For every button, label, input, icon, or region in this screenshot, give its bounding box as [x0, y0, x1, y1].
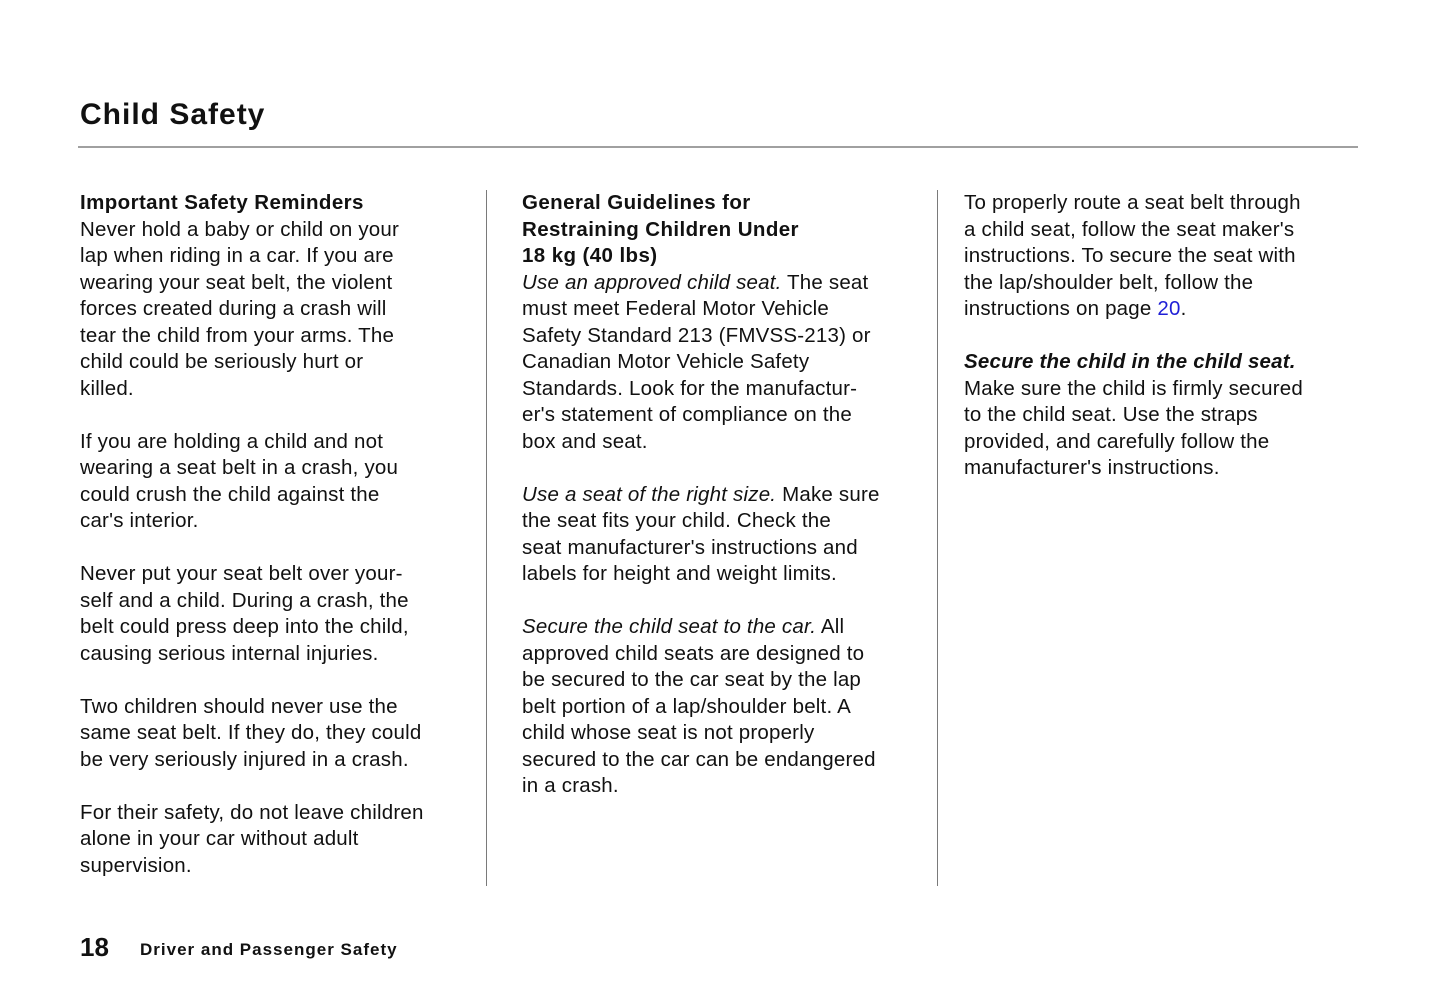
text-line: the seat fits your child. Check the — [522, 509, 831, 532]
text-line: wearing your seat belt, the violent — [80, 270, 393, 294]
text-line: be very seriously injured in a crash. — [80, 747, 409, 771]
text-line: instructions. To secure the seat with — [964, 244, 1296, 267]
text-line: be secured to the car seat by the lap — [522, 668, 862, 691]
text-line — [964, 296, 1369, 323]
paragraph — [80, 561, 480, 667]
text-line: could crush the child against the — [80, 482, 380, 506]
paragraph — [80, 694, 480, 774]
text-line: tear the child from your arms. The — [80, 323, 395, 347]
text-fragment: All — [816, 615, 845, 638]
paragraph — [964, 349, 1369, 482]
section-heading: Important Safety Reminders — [80, 191, 364, 214]
paragraph-lead: Use an approved child seat. — [522, 270, 782, 294]
text-line: secured to the car can be endangered — [522, 747, 876, 771]
paragraph — [80, 217, 480, 403]
title-rule — [78, 146, 1358, 148]
text-fragment: . — [1180, 297, 1187, 320]
paragraph — [80, 800, 480, 880]
column-important-safety-reminders — [80, 190, 480, 906]
column-divider-2 — [937, 190, 938, 886]
text-line: belt could press deep into the child, — [80, 615, 409, 638]
text-line: box and seat. — [522, 429, 648, 453]
text-line: If you are holding a child and not — [80, 429, 384, 453]
text-line: wearing a seat belt in a crash, you — [80, 456, 399, 479]
heading-line: General Guidelines for — [522, 191, 751, 214]
text-line: same seat belt. If they do, they could — [80, 721, 422, 744]
text-line: Never hold a baby or child on your — [80, 217, 400, 241]
text-line: Never put your seat belt over your- — [80, 562, 403, 585]
text-fragment: The seat — [781, 270, 869, 294]
text-fragment: instructions on page — [964, 297, 1158, 320]
text-line — [522, 482, 922, 509]
text-line: Safety Standard 213 (FMVSS-213) or — [522, 323, 871, 347]
text-line: provided, and carefully follow the — [964, 429, 1270, 453]
paragraph-lead: Secure the child seat to the car. — [522, 615, 817, 638]
paragraph — [964, 190, 1369, 323]
column-seat-belt-routing — [964, 190, 1369, 508]
paragraph — [522, 270, 922, 456]
column-general-guidelines — [522, 190, 922, 826]
text-line: Make sure the child is firmly secured — [964, 376, 1303, 400]
text-line: supervision. — [80, 853, 192, 877]
text-line: to the child seat. Use the straps — [964, 403, 1258, 426]
text-line: must meet Federal Motor Vehicle — [522, 297, 829, 320]
text-line: manufacturer's instructions. — [964, 456, 1220, 479]
heading-line: Restraining Children Under — [522, 217, 799, 241]
text-line: labels for height and weight limits. — [522, 562, 837, 585]
page-reference-link[interactable]: 20 — [1157, 297, 1181, 320]
text-line: self and a child. During a crash, the — [80, 588, 409, 612]
section-heading — [522, 190, 922, 270]
paragraph — [522, 614, 922, 800]
text-line: Canadian Motor Vehicle Safety — [522, 350, 810, 373]
paragraph-lead: Use a seat of the right size. — [522, 482, 777, 506]
text-line: causing serious internal injuries. — [80, 641, 379, 665]
text-line: a child seat, follow the seat maker's — [964, 217, 1295, 241]
paragraph — [80, 429, 480, 535]
paragraph-lead: Secure the child in the child seat. — [964, 350, 1296, 373]
text-line: belt portion of a lap/shoulder belt. A — [522, 694, 851, 718]
footer-section-title: Driver and Passenger Safety — [140, 940, 398, 959]
text-line: child whose seat is not properly — [522, 721, 815, 744]
text-line: er's statement of compliance on the — [522, 403, 852, 426]
text-line: killed. — [80, 376, 134, 400]
heading-line: 18 kg (40 lbs) — [522, 244, 658, 267]
text-line: Standards. Look for the manufactur- — [522, 376, 858, 400]
text-line: approved child seats are designed to — [522, 641, 865, 665]
text-line: alone in your car without adult — [80, 827, 359, 850]
text-line: in a crash. — [522, 774, 619, 797]
page-title: Child Safety — [80, 98, 266, 131]
paragraph — [522, 482, 922, 588]
text-fragment: Make sure — [776, 482, 880, 506]
page-number: 18 — [80, 932, 109, 962]
column-divider-1 — [486, 190, 487, 886]
text-line: car's interior. — [80, 509, 199, 532]
text-line — [522, 270, 922, 297]
text-line: the lap/shoulder belt, follow the — [964, 270, 1254, 294]
text-line: To properly route a seat belt through — [964, 191, 1301, 214]
text-line: lap when riding in a car. If you are — [80, 244, 394, 267]
text-line — [522, 614, 922, 641]
text-line: forces created during a crash will — [80, 297, 387, 320]
text-line: For their safety, do not leave children — [80, 800, 424, 824]
text-line: Two children should never use the — [80, 694, 398, 718]
text-line: seat manufacturer's instructions and — [522, 535, 858, 559]
text-line: child could be seriously hurt or — [80, 350, 364, 373]
